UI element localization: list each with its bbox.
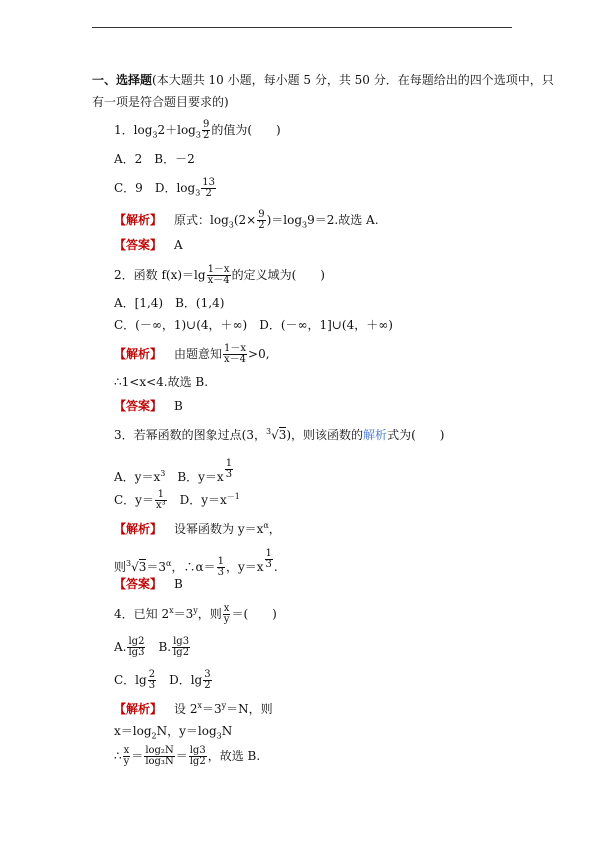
q3-opt-a-exp: 3 — [160, 469, 166, 478]
q4-stem-fraction — [223, 604, 231, 625]
q3-opt-d: D．y＝x — [167, 493, 227, 507]
q4-optc-fraction — [148, 670, 156, 691]
q3-line2-den: 3 — [217, 567, 224, 578]
q1-optd-fraction — [201, 178, 216, 199]
q1-answer-tag: 【答案】 — [114, 238, 163, 252]
section-intro-line-2 — [92, 94, 229, 110]
q3-line2-e: . — [273, 560, 278, 574]
q1-frac-den: 2 — [202, 130, 210, 141]
header-rule — [92, 27, 512, 28]
q3-stem-b: )，则该函数的 — [286, 428, 364, 442]
q4-f1-den: y — [123, 756, 130, 767]
q2-number: 2． — [114, 268, 134, 282]
q2-analysis-den: x－4 — [224, 354, 247, 365]
q4-exp-x: x — [169, 606, 174, 615]
q1-frac-num: 9 — [202, 119, 210, 130]
q1-answer-value: A — [174, 238, 183, 252]
section-intro-line-1 — [92, 72, 554, 88]
q3-opt-b: B．y＝x — [165, 470, 224, 484]
q3-opt-a: A．y＝x — [114, 470, 161, 484]
q4-eq-2: ＝ — [175, 749, 188, 763]
q1-analysis-den: 2 — [258, 220, 265, 231]
q2-conclusion — [114, 374, 208, 390]
q4-exp-y: y — [193, 606, 198, 615]
q1-stem — [114, 120, 281, 141]
q4-analysis-c: ＝N，则 — [226, 702, 273, 716]
q4-line2-c: N — [221, 724, 233, 738]
q3-optb-den: 3 — [225, 469, 233, 480]
q4-stem — [114, 604, 277, 625]
q2-opt-ab: A．[1,4) B．(1,4) — [114, 296, 225, 310]
q2-opt-cd: C．(－∞，1)∪(4，＋∞) D．(－∞，1]∪(4，＋∞) — [114, 318, 393, 332]
q4-opt-b: B. — [146, 640, 172, 654]
q4-stem-c: ，则 — [197, 607, 222, 621]
q3-answer-tag: 【答案】 — [114, 577, 163, 591]
q3-line2-d: ，y＝x — [225, 560, 264, 574]
q3-line2-exp-den: 3 — [265, 559, 272, 570]
q4-options-ab — [114, 637, 191, 658]
q1-sub-2: 3 — [195, 130, 201, 140]
q2-analysis-fraction — [223, 344, 247, 365]
q3-line2-a: 则 — [114, 560, 127, 574]
q4-opta-num: lg2 — [128, 636, 145, 647]
q2-analysis-a: 由题意知 — [174, 347, 223, 361]
q3-opt-c: C．y＝ — [114, 493, 154, 507]
q2-frac-den: x－4 — [207, 275, 230, 286]
q3-analysis — [114, 521, 281, 537]
q4-line3-b: ，故选 B. — [207, 749, 261, 763]
q3-analysis-tag: 【解析】 — [114, 522, 163, 536]
q4-analysis-b: ＝3 — [201, 702, 222, 716]
q4-f2-num: log₂N — [145, 745, 174, 756]
q1-stem-c: 的值为( ) — [211, 123, 281, 137]
q1-analysis-c: )＝log — [266, 213, 303, 227]
q2-stem-b: 的定义域为( ) — [231, 268, 325, 282]
q4-analysis-a: 设 2 — [174, 702, 198, 716]
q4-opta-den: lg3 — [128, 647, 145, 658]
q1-opt-ab: A．2 B．－2 — [114, 152, 195, 166]
q4-conclusion — [114, 746, 260, 767]
q3-optb-num: 1 — [225, 458, 233, 469]
q4-line3-a: ∴ — [114, 749, 122, 763]
q3-radicand: 3 — [278, 428, 287, 442]
q2-conclusion-text: ∴1<x<4.故选 B. — [114, 375, 209, 389]
q2-analysis-b: >0, — [248, 347, 270, 361]
q3-stem-c: 式为( ) — [387, 428, 445, 442]
q3-answer-value: B — [174, 577, 183, 591]
q4-stem-d: ＝( ) — [231, 607, 277, 621]
q4-f2-den: log₃N — [145, 756, 174, 767]
q3-line2-b: ＝3 — [146, 560, 167, 574]
q4-analysis-exp-y: y — [221, 701, 227, 710]
q4-log-definitions — [114, 723, 232, 739]
q4-optd-fraction — [203, 670, 211, 691]
q4-f1-num: x — [123, 745, 130, 756]
q3-analysis-a: 设幂函数为 y＝x — [174, 522, 264, 536]
q1-analysis-num: 9 — [258, 209, 265, 220]
q1-optd-num: 13 — [202, 177, 216, 188]
q3-derivation — [114, 549, 278, 578]
q4-optd-num: 3 — [204, 669, 211, 680]
q1-analysis-sub-2: 3 — [302, 220, 308, 230]
q4-optc-den: 3 — [148, 680, 156, 691]
q3-line2-num: 1 — [217, 556, 224, 567]
q1-optd-den: 2 — [205, 188, 212, 199]
q3-analysis-b: ， — [268, 522, 281, 536]
q3-line2-fraction — [217, 557, 225, 578]
q4-line2-a: x＝log — [114, 724, 152, 738]
q4-f1 — [123, 746, 131, 767]
q3-options-ab — [114, 459, 234, 485]
q3-analysis-alpha: α — [263, 521, 269, 530]
q1-analysis-a: 原式：log — [174, 213, 229, 227]
q1-analysis-d: 9＝2.故选 A. — [307, 213, 379, 227]
q2-analysis-num: 1－x — [224, 343, 247, 354]
q3-line2-root-index: 3 — [126, 559, 132, 568]
q2-answer-tag: 【答案】 — [114, 399, 163, 413]
q3-number: 3． — [114, 428, 134, 442]
q3-optc-fraction — [155, 490, 167, 511]
q4-opt-a: A. — [114, 640, 127, 654]
q4-line2-sub2: 2 — [151, 731, 157, 741]
q4-f3-den: lg2 — [189, 756, 206, 767]
q3-stem-a: 若幂函数的图象过点(3， — [133, 428, 266, 442]
q1-sub: 3 — [152, 130, 158, 140]
q4-f3-num: lg3 — [189, 745, 206, 756]
q3-line2-radical: √ — [131, 560, 139, 574]
q3-options-cd — [114, 490, 240, 511]
q1-options-ab — [114, 151, 195, 167]
q4-analysis-tag: 【解析】 — [114, 702, 163, 716]
q1-answer — [114, 237, 183, 253]
q4-optc-num: 2 — [148, 669, 156, 680]
q2-fraction — [207, 265, 231, 286]
q4-f3 — [189, 746, 207, 767]
section-intro-2: 有一项是符合题目要求的) — [92, 95, 229, 109]
q4-f2 — [144, 746, 174, 767]
q4-stem-a: 已知 2 — [133, 607, 170, 621]
q3-optc-den: x³ — [155, 500, 166, 511]
q4-line2-b: N，y＝log — [156, 724, 217, 738]
q1-analysis-tag: 【解析】 — [114, 213, 163, 227]
q3-analysis-link[interactable]: 解析 — [363, 428, 388, 442]
q4-opt-c: C．lg — [114, 673, 147, 687]
q1-analysis — [114, 210, 379, 231]
q3-line2-c: ，∴α＝ — [171, 560, 216, 574]
q4-optb-den: lg2 — [173, 647, 190, 658]
q3-stem — [114, 427, 444, 443]
q4-eq-1: ＝ — [131, 749, 144, 763]
section-intro-1: (本大题共 10 小题，每小题 5 分，共 50 分．在每题给出的四个选项中，只 — [152, 73, 554, 87]
q3-line2-radicand: 3 — [138, 560, 147, 574]
q4-optd-den: 2 — [204, 680, 211, 691]
q4-opt-d: D．lg — [157, 673, 203, 687]
q1-stem-b: 2＋log — [157, 123, 196, 137]
q3-line2-alpha: α — [166, 559, 172, 568]
q4-analysis — [114, 701, 273, 717]
q4-optb-fraction — [172, 637, 190, 658]
q1-number: 1． — [114, 123, 134, 137]
q1-options-cd — [114, 178, 217, 199]
q3-optc-num: 1 — [155, 490, 167, 501]
q1-opt-c: C．9 D．log — [114, 181, 196, 195]
q1-fraction — [202, 120, 210, 141]
q2-answer-value: B — [174, 399, 183, 413]
q4-analysis-exp-x: x — [197, 701, 202, 710]
q3-line2-exp-fraction — [265, 549, 273, 570]
q1-optd-sub: 3 — [195, 188, 201, 198]
q3-radical-sign: √ — [271, 428, 279, 442]
q2-stem-a: 函数 f(x)＝lg — [133, 268, 206, 282]
q4-stem-b: ＝3 — [173, 607, 194, 621]
q4-stem-num: x — [223, 603, 230, 614]
q2-stem — [114, 265, 325, 286]
q1-analysis-sub: 3 — [228, 220, 234, 230]
q3-opt-d-exp: －1 — [226, 492, 240, 501]
q3-root-index: 3 — [265, 427, 272, 436]
q1-analysis-fraction — [257, 210, 265, 231]
q2-analysis-tag: 【解析】 — [114, 347, 163, 361]
q1-stem-a: log — [133, 123, 153, 137]
q3-optb-fraction — [225, 459, 233, 480]
q3-line2-exp-num: 1 — [265, 548, 272, 559]
q1-analysis-b: (2× — [233, 213, 257, 227]
q4-stem-den: y — [223, 614, 230, 625]
q4-options-cd — [114, 670, 213, 691]
q2-options-ab — [114, 295, 224, 311]
section-heading: 一、选择题 — [92, 73, 153, 87]
q4-opta-fraction — [127, 637, 145, 658]
q2-frac-num: 1－x — [207, 264, 230, 275]
q4-number: 4． — [114, 607, 134, 621]
q4-line2-sub3: 3 — [216, 731, 222, 741]
q4-optb-num: lg3 — [173, 636, 190, 647]
q3-answer — [114, 576, 183, 592]
q2-options-cd — [114, 317, 393, 333]
q2-analysis — [114, 344, 270, 365]
q2-answer — [114, 398, 183, 414]
